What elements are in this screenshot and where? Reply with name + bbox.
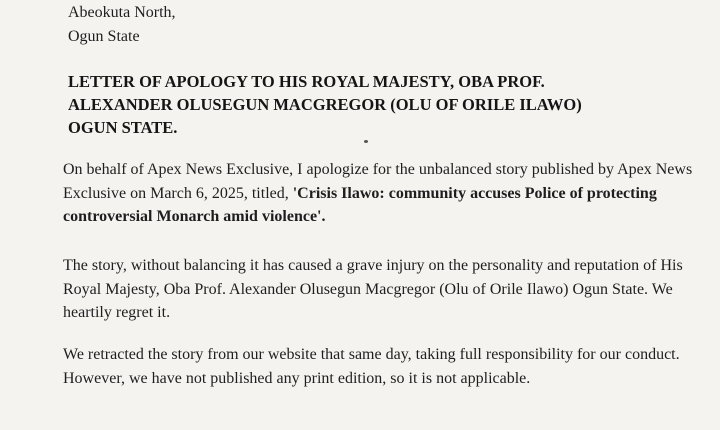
title-line-2: ALEXANDER OLUSEGUN MACGREGOR (OLU OF ORILE ILAWO) <box>68 95 582 114</box>
title-line-1: LETTER OF APOLOGY TO HIS ROYAL MAJESTY, OBA PROF. <box>68 72 545 91</box>
paragraph-apology <box>63 158 715 229</box>
title-line-3: OGUN STATE. <box>68 118 178 137</box>
address-line-1: Abeokuta North, <box>68 4 176 21</box>
paragraph-apology-text: On behalf of Apex News Exclusive, I apologize for the unbalanced story published by Apex News Exclusive on March 6, 2025, titled, <box>63 161 693 202</box>
address-line-2: Ogun State <box>68 28 140 45</box>
paragraph-retraction: We retracted the story from our website that same day, taking full responsibility for our conduct. However, we have not published any print edition, so it is not applicable. <box>63 346 680 387</box>
paragraph-injury: The story, without balancing it has caused a grave injury on the personality and reputation of His Royal Majesty, Oba Prof. Alexander Olusegun Macgregor (Olu of Orile Ilawo) Ogun State. We heartily regret it. <box>63 257 683 321</box>
story-title: 'Crisis Ilawo: community accuses Police of protecting controversial Monarch amid violence'. <box>63 184 657 225</box>
scan-speck <box>364 140 368 143</box>
